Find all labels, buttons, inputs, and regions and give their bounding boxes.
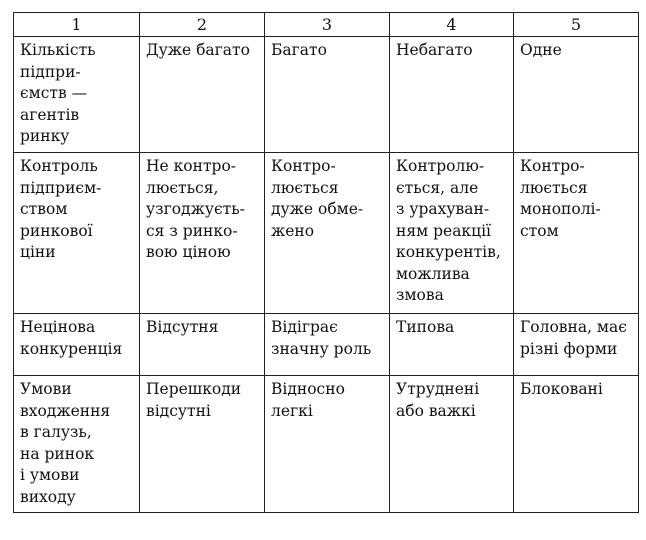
cell-text: Головна, має різні форми [520,318,627,358]
table-cell [390,37,514,153]
cell-text: Контролю- ється, але з урахуван- ням реакції конкурентів, можлива змова [396,157,501,304]
table-cell [140,314,265,376]
table-cell [14,314,140,376]
cell-text: Відносно легкі [271,380,345,420]
header-row [14,13,639,37]
table-row-number-of-firms [14,37,639,153]
cell-text: Умови входження в галузь, на ринок і умови виходу [20,380,111,506]
header-cell-5: 5 [514,13,639,37]
cell-text: Небагато [396,41,473,59]
table-row-entry-exit-conditions [14,376,639,513]
table-cell [514,314,639,376]
cell-text: Дуже багато [146,41,250,59]
table-cell [14,376,140,513]
cell-text: Відсутня [146,318,219,336]
cell-text: Контроль підприєм- ством ринкової ціни [20,157,102,261]
cell-text: Утруднені або важкі [396,380,480,420]
cell-text: Одне [520,41,562,59]
table-cell [390,376,514,513]
cell-text: Блоковані [520,380,603,398]
table-cell [140,153,265,314]
table-cell [514,37,639,153]
cell-text: Кількість підпри- ємств — агентів ринку [20,41,96,145]
table-cell [514,153,639,314]
table-cell [390,153,514,314]
cell-text: Багато [271,41,327,59]
cell-text: Не контро- люється, узгоджуєть- ся з ринко- вою ціною [146,157,245,261]
table-cell [265,314,390,376]
table-cell [140,376,265,513]
table-row-price-control [14,153,639,314]
table-cell [265,37,390,153]
table-cell [265,376,390,513]
header-cell-2: 2 [140,13,265,37]
table-row-non-price-competition [14,314,639,376]
cell-text: Типова [396,318,455,336]
table-cell [265,153,390,314]
header-cell-4: 4 [390,13,514,37]
header-cell-1: 1 [14,13,140,37]
table-cell [140,37,265,153]
table-cell [390,314,514,376]
table-cell [14,37,140,153]
cell-text: Контро- люється дуже обме- жено [271,157,364,240]
cell-text: Відіграє значну роль [271,318,372,358]
cell-text: Нецінова конкуренція [20,318,123,358]
header-cell-3: 3 [265,13,390,37]
cell-text: Перешкоди відсутні [146,380,242,420]
market-structure-table [13,12,639,513]
cell-text: Контро- люється монополі- стом [520,157,601,240]
table-cell [514,376,639,513]
table-cell [14,153,140,314]
